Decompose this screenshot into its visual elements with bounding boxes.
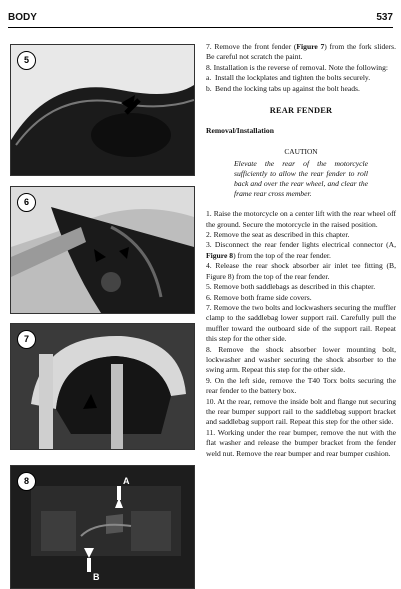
step-text: 9. On the left side, remove the T40 Torx bolts securing the rear fender to the battery box. xyxy=(206,375,396,396)
page-number: 537 xyxy=(376,12,393,23)
step-text: 5. Remove both saddlebags as described in this chapter. xyxy=(206,282,376,292)
step-text: 8. Remove the shock absorber lower mounting bolt, lockwasher and washer securing the shock absorber to the swing arm. Repeat this step for the other side. xyxy=(206,344,396,375)
step-text: 2. Remove the seat as described in this chapter. xyxy=(206,230,350,240)
figure-7-photo xyxy=(10,323,195,450)
header-rule xyxy=(8,27,393,28)
sub-step: a. Install the lockplates and tighten the bolts securely. xyxy=(206,73,371,83)
caution-title: CAUTION xyxy=(284,146,318,156)
step-text: 7. Remove the two bolts and lockwashers securing the muffler clamp to the saddlebag lower support rail. Carefully pull the muffler toward the outboard side of the support rail. Repeat this step for the other side. xyxy=(206,302,396,344)
step-text: 10. At the rear, remove the inside bolt and flange nut securing the rear bumper support rail to the saddlebag support bracket and saddlebag support rail. Repeat this step for the other side. xyxy=(206,396,396,427)
step-text: 1. Raise the motorcycle on a center lift with the rear wheel off the ground. Secure the motorcycle in the raised position. xyxy=(206,209,396,229)
section-heading: REAR FENDER xyxy=(269,106,333,116)
caution-body: Elevate the rear of the motorcycle sufficiently to allow the rear fender to roll back and over the rear wheel, and clear the frame rear cross member. xyxy=(234,159,368,199)
figure-6-photo xyxy=(10,186,195,314)
step-text: 8. Installation is the reverse of removal. Note the following: xyxy=(206,62,388,72)
step-text: 3. Disconnect the rear fender lights electrical connector (A, Figure 8) from the top of the rear fender. xyxy=(206,240,396,260)
step-text: 7. Remove the front fender (Figure 7) from the fork sliders. Be careful not scratch the paint. xyxy=(206,42,397,62)
section-name: BODY xyxy=(8,12,37,23)
figure-5-photo xyxy=(10,44,195,176)
figure-number: 5 xyxy=(17,51,36,70)
text-column xyxy=(206,42,396,459)
page-header xyxy=(8,12,393,23)
figure-number: 8 xyxy=(17,472,36,491)
figure-number: 7 xyxy=(17,330,36,349)
step-text: 6. Remove both frame side covers. xyxy=(206,292,312,302)
step-text: 4. Release the rear shock absorber air inlet tee fitting (B, Figure 8) from the top of the rear fender. xyxy=(206,261,396,281)
figure-number: 6 xyxy=(17,193,36,212)
subsection-heading: Removal/Installation xyxy=(206,126,274,136)
figure-label-b: B xyxy=(93,572,100,582)
step-text: 11. Working under the rear bumper, remove the nut with the flat washer and release the bumper bracket from the fender weld nut. Remove the rear bumper and rear bumper cushion. xyxy=(206,427,396,458)
sub-step: b. Bend the locking tabs up against the bolt heads. xyxy=(206,83,360,93)
figure-label-a: A xyxy=(123,476,130,486)
figure-8-photo xyxy=(10,465,195,589)
